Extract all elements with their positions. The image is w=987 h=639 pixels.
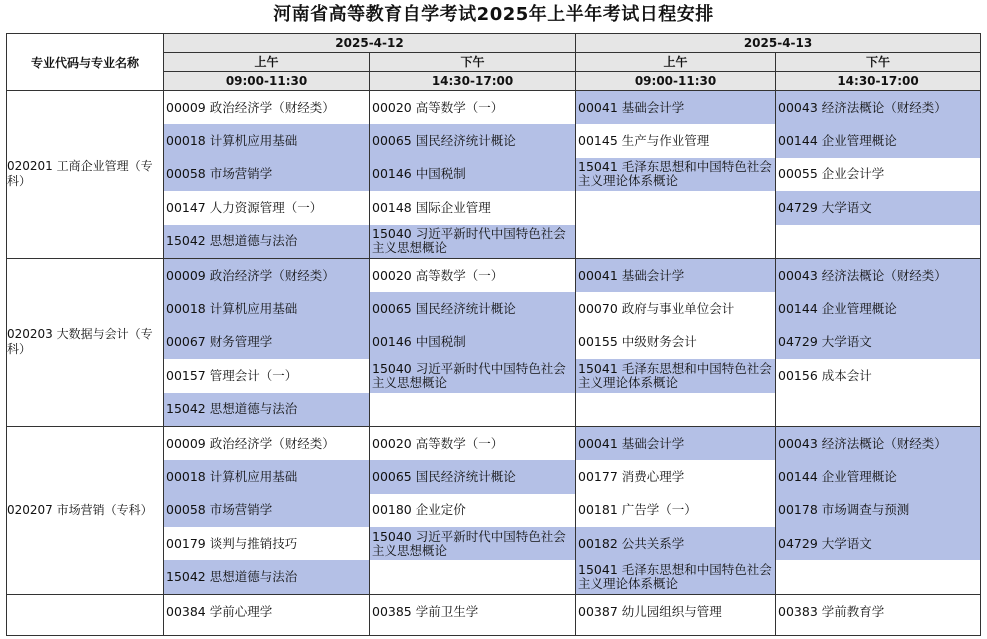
major-name: 020207 市场营销（专科） bbox=[7, 426, 164, 594]
major-column-header: 专业代码与专业名称 bbox=[7, 34, 164, 91]
time-header: 14:30-17:00 bbox=[370, 72, 576, 91]
exam-course: 00145 生产与作业管理 bbox=[576, 124, 775, 157]
exam-course: 15040 习近平新时代中国特色社会主义思想概论 bbox=[370, 527, 575, 560]
empty-slot bbox=[776, 225, 980, 258]
exam-course: 00148 国际企业管理 bbox=[370, 191, 575, 224]
session-column bbox=[370, 594, 576, 635]
date-header-1: 2025-4-12 bbox=[164, 34, 576, 53]
exam-course: 00387 幼儿园组织与管理 bbox=[576, 595, 775, 628]
empty-slot bbox=[370, 393, 575, 426]
session-column bbox=[370, 426, 576, 594]
exam-course: 00020 高等数学（一） bbox=[370, 427, 575, 460]
exam-course: 00055 企业会计学 bbox=[776, 158, 980, 191]
exam-course: 00147 人力资源管理（一） bbox=[164, 191, 369, 224]
time-header: 09:00-11:30 bbox=[164, 72, 370, 91]
exam-course: 04729 大学语文 bbox=[776, 527, 980, 560]
exam-course: 00018 计算机应用基础 bbox=[164, 460, 369, 493]
exam-course: 00178 市场调查与预测 bbox=[776, 494, 980, 527]
exam-course: 00180 企业定价 bbox=[370, 494, 575, 527]
exam-course: 00177 消费心理学 bbox=[576, 460, 775, 493]
exam-course: 00058 市场营销学 bbox=[164, 158, 369, 191]
session-column bbox=[164, 426, 370, 594]
session-column bbox=[164, 91, 370, 259]
exam-course: 00070 政府与事业单位会计 bbox=[576, 292, 775, 325]
session-header: 上午 bbox=[164, 53, 370, 72]
exam-course: 15041 毛泽东思想和中国特色社会主义理论体系概论 bbox=[576, 359, 775, 392]
session-column bbox=[164, 594, 370, 635]
exam-course: 00041 基础会计学 bbox=[576, 91, 775, 124]
session-column bbox=[776, 426, 981, 594]
session-column bbox=[164, 258, 370, 426]
exam-course: 00065 国民经济统计概论 bbox=[370, 292, 575, 325]
empty-slot bbox=[776, 393, 980, 426]
exam-course: 00157 管理会计（一） bbox=[164, 359, 369, 392]
exam-course: 15042 思想道德与法治 bbox=[164, 560, 369, 593]
exam-course: 00041 基础会计学 bbox=[576, 259, 775, 292]
exam-course: 00144 企业管理概论 bbox=[776, 292, 980, 325]
exam-course: 15041 毛泽东思想和中国特色社会主义理论体系概论 bbox=[576, 158, 775, 191]
exam-course: 00385 学前卫生学 bbox=[370, 595, 575, 628]
session-column bbox=[576, 91, 776, 259]
exam-schedule-table bbox=[6, 33, 981, 636]
time-header: 09:00-11:30 bbox=[576, 72, 776, 91]
session-header: 下午 bbox=[776, 53, 981, 72]
exam-course: 04729 大学语文 bbox=[776, 326, 980, 359]
exam-course: 00384 学前心理学 bbox=[164, 595, 369, 628]
session-column bbox=[776, 594, 981, 635]
exam-course: 15040 习近平新时代中国特色社会主义思想概论 bbox=[370, 225, 575, 258]
exam-course: 00065 国民经济统计概论 bbox=[370, 460, 575, 493]
exam-course: 00182 公共关系学 bbox=[576, 527, 775, 560]
exam-course: 00181 广告学（一） bbox=[576, 494, 775, 527]
exam-course: 00020 高等数学（一） bbox=[370, 91, 575, 124]
exam-course: 00179 谈判与推销技巧 bbox=[164, 527, 369, 560]
empty-slot bbox=[576, 393, 775, 426]
session-column bbox=[576, 258, 776, 426]
empty-slot bbox=[576, 225, 775, 258]
exam-course: 15042 思想道德与法治 bbox=[164, 225, 369, 258]
exam-course: 00144 企业管理概论 bbox=[776, 124, 980, 157]
exam-course: 15041 毛泽东思想和中国特色社会主义理论体系概论 bbox=[576, 560, 775, 593]
exam-course: 00146 中国税制 bbox=[370, 326, 575, 359]
session-header: 下午 bbox=[370, 53, 576, 72]
session-column bbox=[370, 258, 576, 426]
time-header: 14:30-17:00 bbox=[776, 72, 981, 91]
major-name: 020201 工商企业管理（专科） bbox=[7, 91, 164, 259]
exam-course: 00041 基础会计学 bbox=[576, 427, 775, 460]
major-row bbox=[7, 426, 981, 594]
session-column bbox=[776, 91, 981, 259]
exam-course: 00067 财务管理学 bbox=[164, 326, 369, 359]
exam-course: 00018 计算机应用基础 bbox=[164, 124, 369, 157]
exam-course: 00009 政治经济学（财经类） bbox=[164, 427, 369, 460]
session-header: 上午 bbox=[576, 53, 776, 72]
exam-course: 00043 经济法概论（财经类） bbox=[776, 259, 980, 292]
exam-course: 00043 经济法概论（财经类） bbox=[776, 91, 980, 124]
major-row bbox=[7, 91, 981, 259]
exam-course: 00156 成本会计 bbox=[776, 359, 980, 392]
exam-course: 00146 中国税制 bbox=[370, 158, 575, 191]
exam-course: 04729 大学语文 bbox=[776, 191, 980, 224]
exam-course: 00155 中级财务会计 bbox=[576, 326, 775, 359]
exam-course: 00065 国民经济统计概论 bbox=[370, 124, 575, 157]
session-column bbox=[776, 258, 981, 426]
session-column bbox=[576, 426, 776, 594]
empty-slot bbox=[776, 560, 980, 593]
exam-course: 00043 经济法概论（财经类） bbox=[776, 427, 980, 460]
exam-course: 00020 高等数学（一） bbox=[370, 259, 575, 292]
page-title: 河南省高等教育自学考试2025年上半年考试日程安排 bbox=[273, 4, 714, 25]
empty-slot bbox=[370, 560, 575, 593]
exam-course: 15042 思想道德与法治 bbox=[164, 393, 369, 426]
schedule-body bbox=[7, 91, 981, 636]
exam-course: 00009 政治经济学（财经类） bbox=[164, 91, 369, 124]
major-name: 020203 大数据与会计（专科） bbox=[7, 258, 164, 426]
major-name bbox=[7, 594, 164, 635]
date-header-2: 2025-4-13 bbox=[576, 34, 981, 53]
session-column bbox=[370, 91, 576, 259]
partial-major-row bbox=[7, 594, 981, 635]
exam-course: 00018 计算机应用基础 bbox=[164, 292, 369, 325]
exam-course: 00144 企业管理概论 bbox=[776, 460, 980, 493]
session-column bbox=[576, 594, 776, 635]
exam-course: 00383 学前教育学 bbox=[776, 595, 980, 628]
exam-course: 15040 习近平新时代中国特色社会主义思想概论 bbox=[370, 359, 575, 392]
empty-slot bbox=[576, 191, 775, 224]
exam-course: 00009 政治经济学（财经类） bbox=[164, 259, 369, 292]
major-row bbox=[7, 258, 981, 426]
exam-course: 00058 市场营销学 bbox=[164, 494, 369, 527]
